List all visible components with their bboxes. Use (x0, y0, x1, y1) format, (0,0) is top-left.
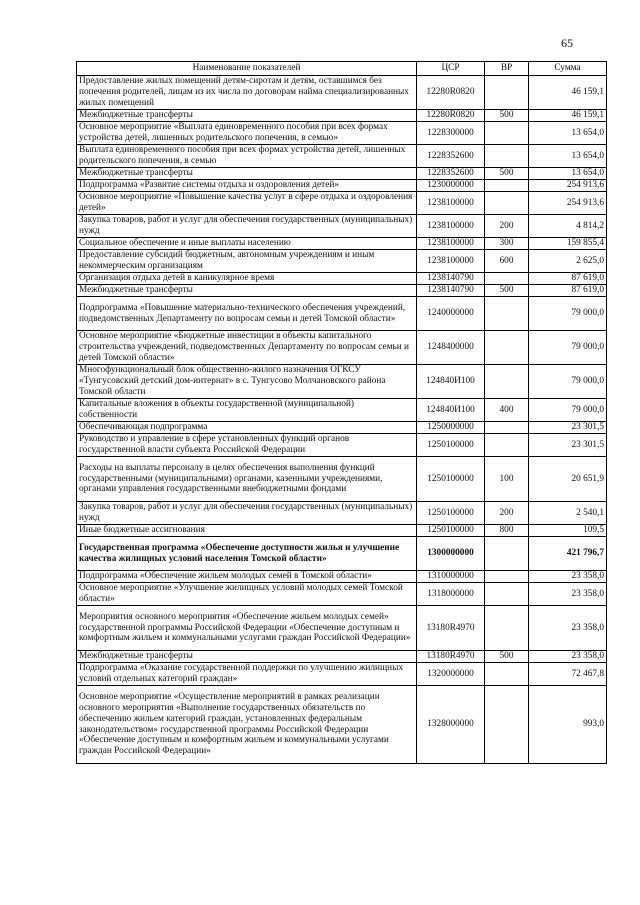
cell-name: Подпрограмма «Оказание государственной поддержки по улучшению жилищных условий отдельных категорий граждан» (77, 663, 417, 686)
cell-vr: 300 (485, 238, 529, 250)
table-row (77, 297, 607, 331)
cell-csr: 1228352600 (417, 168, 485, 180)
cell-csr: 1318000000 (417, 583, 485, 606)
cell-name: Межбюджетные трансферты (77, 110, 417, 122)
table-row (77, 434, 607, 457)
cell-vr (485, 180, 529, 192)
cell-name: Предоставление жилых помещений детям-сиротам и детям, оставшимся без попечения родителей, лицам из их числа по договорам найма специализированных жилых помещений (77, 76, 417, 110)
cell-csr: 1250000000 (417, 422, 485, 434)
cell-name: Основное мероприятие «Бюджетные инвестиции в объекты капитального строительства учреждений, подведомственных Департаменту по вопросам семьи и детей Томской области» (77, 331, 417, 365)
cell-csr: 13180R4970 (417, 651, 485, 663)
cell-name: Руководство и управление в сфере установленных функций органов государственной власти субъекта Российской Федерации (77, 434, 417, 457)
cell-name: Обеспечивающая подпрограмма (77, 422, 417, 434)
cell-vr (485, 422, 529, 434)
column-header-csr: ЦСР (417, 62, 485, 76)
cell-sum: 993,0 (529, 686, 607, 764)
cell-csr: 1228300000 (417, 122, 485, 145)
table-row (77, 365, 607, 399)
cell-vr (485, 331, 529, 365)
cell-csr: 12280R0820 (417, 110, 485, 122)
cell-vr: 500 (485, 651, 529, 663)
cell-name: Иные бюджетные ассигнования (77, 525, 417, 537)
cell-name: Подпрограмма «Повышение материально-технического обеспечения учреждений, подведомственных Департаменту по вопросам семьи и детей Томской области» (77, 297, 417, 331)
cell-vr (485, 273, 529, 285)
cell-sum: 79 000,0 (529, 365, 607, 399)
table-row (77, 457, 607, 502)
cell-vr (485, 76, 529, 110)
cell-sum: 23 301,5 (529, 422, 607, 434)
cell-vr (485, 686, 529, 764)
cell-csr: 1300000000 (417, 537, 485, 571)
table-row (77, 238, 607, 250)
table-row (77, 583, 607, 606)
cell-sum: 87 619,0 (529, 285, 607, 297)
cell-sum: 46 159,1 (529, 110, 607, 122)
cell-sum: 23 358,0 (529, 571, 607, 583)
table-row (77, 122, 607, 145)
cell-sum: 20 651,9 (529, 457, 607, 502)
cell-csr: 1250100000 (417, 525, 485, 537)
cell-vr: 500 (485, 168, 529, 180)
cell-sum: 159 855,4 (529, 238, 607, 250)
cell-csr: 1250100000 (417, 457, 485, 502)
cell-sum: 254 913,6 (529, 180, 607, 192)
cell-vr: 800 (485, 525, 529, 537)
cell-csr: 13180R4970 (417, 606, 485, 651)
page-number: 65 (561, 36, 573, 50)
cell-sum: 79 000,0 (529, 399, 607, 422)
table-row (77, 399, 607, 422)
table-body (77, 76, 607, 764)
cell-sum: 79 000,0 (529, 297, 607, 331)
cell-name: Предоставление субсидий бюджетным, автономным учреждениям и иным некоммерческим организациям (77, 250, 417, 273)
table-row (77, 571, 607, 583)
cell-vr: 600 (485, 250, 529, 273)
cell-name: Социальное обеспечение и иные выплаты населению (77, 238, 417, 250)
cell-vr: 500 (485, 110, 529, 122)
table-row (77, 168, 607, 180)
cell-sum: 72 467,8 (529, 663, 607, 686)
cell-name: Подпрограмма «Развитие системы отдыха и оздоровления детей» (77, 180, 417, 192)
cell-vr (485, 365, 529, 399)
cell-vr (485, 537, 529, 571)
cell-csr: 1238100000 (417, 215, 485, 238)
cell-vr: 500 (485, 285, 529, 297)
table-row (77, 180, 607, 192)
cell-name: Межбюджетные трансферты (77, 651, 417, 663)
table-row (77, 192, 607, 215)
cell-vr (485, 297, 529, 331)
table-header-row (77, 62, 607, 76)
cell-name: Закупка товаров, работ и услуг для обеспечения государственных (муниципальных) нужд (77, 502, 417, 525)
table-row (77, 651, 607, 663)
cell-csr: 1328000000 (417, 686, 485, 764)
cell-vr: 100 (485, 457, 529, 502)
cell-vr: 200 (485, 502, 529, 525)
cell-sum: 23 358,0 (529, 583, 607, 606)
cell-csr: 1238140790 (417, 273, 485, 285)
cell-vr (485, 583, 529, 606)
cell-vr (485, 192, 529, 215)
table-row (77, 537, 607, 571)
cell-csr: 1238100000 (417, 192, 485, 215)
cell-name: Многофункциональный блок общественно-жилого назначения ОГКСУ «Тунгусовский детский дом-интернат» в с. Тунгусово Молчановского района Томской области (77, 365, 417, 399)
cell-name: Государственная программа «Обеспечение доступности жилья и улучшение качества жилищных условий населения Томской области» (77, 537, 417, 571)
cell-csr: 124840И100 (417, 399, 485, 422)
table-row (77, 145, 607, 168)
cell-name: Основное мероприятие «Выплата единовременного пособия при всех формах устройства детей, лишенных родительского попечения, в семью» (77, 122, 417, 145)
table-row (77, 110, 607, 122)
cell-name: Организация отдыха детей в каникулярное время (77, 273, 417, 285)
cell-sum: 87 619,0 (529, 273, 607, 285)
cell-csr: 1230000000 (417, 180, 485, 192)
cell-csr: 1238140790 (417, 285, 485, 297)
table-row (77, 686, 607, 764)
cell-csr: 1228352600 (417, 145, 485, 168)
cell-csr: 1240000000 (417, 297, 485, 331)
table-row (77, 76, 607, 110)
cell-vr: 200 (485, 215, 529, 238)
cell-csr: 124840И100 (417, 365, 485, 399)
cell-csr: 1238100000 (417, 238, 485, 250)
cell-vr (485, 145, 529, 168)
column-header-vr: ВР (485, 62, 529, 76)
table-row (77, 250, 607, 273)
cell-sum: 13 654,0 (529, 122, 607, 145)
cell-sum: 109,5 (529, 525, 607, 537)
cell-csr: 1250100000 (417, 434, 485, 457)
cell-name: Основное мероприятие «Улучшение жилищных условий молодых семей Томской области» (77, 583, 417, 606)
cell-name: Мероприятия основного мероприятия «Обеспечение жильем молодых семей» государственной программы Российской Федерации «Обеспечение доступным и комфортным жильем и коммунальными услугами граждан Российской Федерации» (77, 606, 417, 651)
cell-sum: 13 654,0 (529, 168, 607, 180)
table-row (77, 273, 607, 285)
table-row (77, 422, 607, 434)
cell-vr (485, 434, 529, 457)
cell-name: Подпрограмма «Обеспечение жильем молодых семей в Томской области» (77, 571, 417, 583)
cell-name: Закупка товаров, работ и услуг для обеспечения государственных (муниципальных) нужд (77, 215, 417, 238)
column-header-sum: Сумма (529, 62, 607, 76)
cell-csr: 1250100000 (417, 502, 485, 525)
cell-name: Основное мероприятие «Осуществление мероприятий в рамках реализации основного мероприятия «Выполнение государственных обязательств по обеспечению жильем категорий граждан, установленных федеральным законодательством» государственной программы Российской Федерации «Обеспечение доступным и комфортным жильем и коммунальными услугами граждан Российской Федерации» (77, 686, 417, 764)
cell-sum: 254 913,6 (529, 192, 607, 215)
budget-table (76, 61, 607, 764)
cell-sum: 46 159,1 (529, 76, 607, 110)
cell-vr (485, 122, 529, 145)
column-header-name: Наименование показателей (77, 62, 417, 76)
cell-sum: 13 654,0 (529, 145, 607, 168)
table-row (77, 331, 607, 365)
cell-sum: 23 301,5 (529, 434, 607, 457)
cell-sum: 2 540,1 (529, 502, 607, 525)
cell-sum: 421 796,7 (529, 537, 607, 571)
cell-csr: 1248400000 (417, 331, 485, 365)
cell-sum: 23 358,0 (529, 606, 607, 651)
cell-name: Межбюджетные трансферты (77, 168, 417, 180)
cell-vr (485, 606, 529, 651)
cell-name: Расходы на выплаты персоналу в целях обеспечения выполнения функций государственными (муниципальными) органами, казенными учреждениями, органами управления государственными внебюджетными фондами (77, 457, 417, 502)
cell-name: Выплата единовременного пособия при всех формах устройства детей, лишенных родительского попечения, в семью (77, 145, 417, 168)
cell-csr: 1310000000 (417, 571, 485, 583)
cell-sum: 23 358,0 (529, 651, 607, 663)
cell-csr: 12280R0820 (417, 76, 485, 110)
cell-vr (485, 663, 529, 686)
cell-name: Основное мероприятие «Повышение качества услуг в сфере отдыха и оздоровления детей» (77, 192, 417, 215)
table-row (77, 663, 607, 686)
cell-vr (485, 571, 529, 583)
cell-name: Капитальные вложения в объекты государственной (муниципальной) собственности (77, 399, 417, 422)
table-row (77, 285, 607, 297)
cell-csr: 1238100000 (417, 250, 485, 273)
table-row (77, 525, 607, 537)
cell-sum: 2 625,0 (529, 250, 607, 273)
cell-csr: 1320000000 (417, 663, 485, 686)
table-row (77, 502, 607, 525)
table-row (77, 606, 607, 651)
table-row (77, 215, 607, 238)
cell-vr: 400 (485, 399, 529, 422)
cell-name: Межбюджетные трансферты (77, 285, 417, 297)
cell-sum: 4 814,2 (529, 215, 607, 238)
cell-sum: 79 000,0 (529, 331, 607, 365)
